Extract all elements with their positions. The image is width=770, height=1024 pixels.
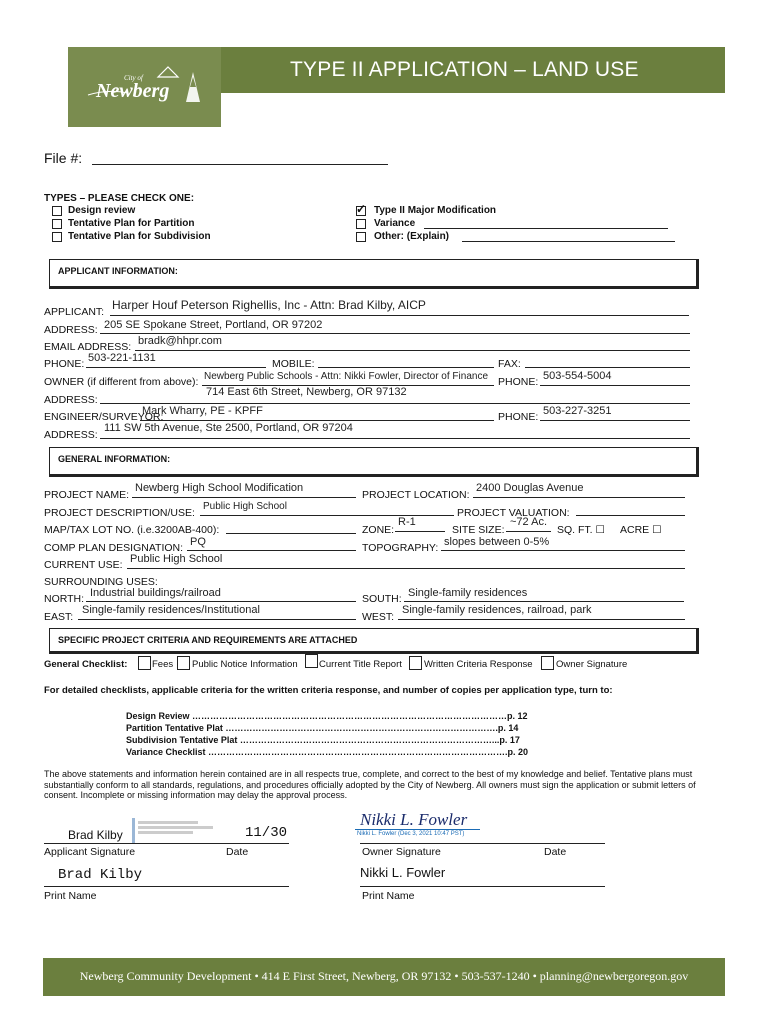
toc-design-review[interactable]: Design Review ……………………………………………………………………………………………p. 12 (126, 711, 528, 721)
address-line (100, 333, 690, 334)
engineer-phone-value[interactable]: 503-227-3251 (543, 405, 612, 417)
north-line (86, 601, 356, 602)
checkbox[interactable] (52, 219, 62, 229)
sqft-option[interactable]: SQ. FT. ☐ (557, 524, 605, 536)
checkbox[interactable] (356, 232, 366, 242)
type-option-major-modification[interactable]: ✓ Type II Major Modification (356, 202, 497, 216)
project-name-label: PROJECT NAME: (44, 489, 129, 501)
check-icon: ✓ (356, 202, 367, 216)
applicant-signature[interactable]: Brad Kilby (68, 828, 123, 842)
checkbox[interactable] (52, 232, 62, 242)
logo-name: Newberg (96, 80, 170, 102)
toc-subdivision[interactable]: Subdivision Tentative Plat …………………………………………………………………………...p. 17 (126, 735, 520, 745)
checklist-toc (126, 710, 528, 758)
comp-plan-value[interactable]: PQ (190, 536, 206, 548)
owner-signature-stamp: Nikki L. Fowler (Dec 3, 2021 10:47 PST) (357, 831, 465, 837)
owner-print-name[interactable]: Nikki L. Fowler (360, 865, 446, 880)
applicant-print-name[interactable]: Brad Kilby (58, 867, 143, 883)
address-label: ADDRESS: (44, 324, 98, 336)
email-label: EMAIL ADDRESS: (44, 341, 132, 353)
criteria-response-checkbox[interactable] (409, 656, 422, 670)
applicant-signature-label: Applicant Signature (44, 846, 136, 858)
page-title: TYPE II APPLICATION – LAND USE (290, 58, 639, 81)
project-name-value[interactable]: Newberg High School Modification (135, 482, 304, 494)
phone-value[interactable]: 503-221-1131 (88, 352, 156, 364)
west-value[interactable]: Single-family residences, railroad, park (402, 604, 592, 616)
current-use-value[interactable]: Public High School (130, 553, 223, 565)
east-value[interactable]: Single-family residences/Institutional (82, 604, 260, 616)
applicant-info-heading: APPLICANT INFORMATION: (58, 266, 178, 276)
acre-option[interactable]: ACRE ☐ (620, 524, 662, 536)
north-label: NORTH: (44, 593, 85, 605)
current-use-label: CURRENT USE: (44, 559, 123, 571)
comp-plan-line (187, 550, 356, 551)
email-value[interactable]: bradk@hhpr.com (138, 335, 222, 347)
detailed-note: For detailed checklists, applicable criteria for the written criteria response, and number of copies per application type, turn to: (44, 685, 613, 696)
owner-address-line (100, 403, 690, 404)
owner-signature-line (360, 843, 605, 844)
site-size-label: SITE SIZE: (452, 524, 505, 536)
zone-line (395, 531, 445, 532)
description-value[interactable]: Public High School (203, 501, 287, 512)
topography-label: TOPOGRAPHY: (362, 542, 439, 554)
valuation-field[interactable] (576, 515, 685, 516)
east-line (78, 619, 356, 620)
engineer-address-label: ADDRESS: (44, 429, 98, 441)
file-number-field[interactable] (92, 164, 388, 165)
public-notice-label: Public Notice Information (192, 659, 298, 670)
signature-stamp-icon (132, 818, 222, 844)
map-tax-lot-field[interactable] (226, 533, 356, 534)
applicant-signature-line (44, 843, 289, 844)
owner-signature-underline (355, 829, 480, 830)
mobile-label: MOBILE: (272, 358, 315, 370)
general-info-heading: GENERAL INFORMATION: (58, 454, 171, 464)
owner-label: OWNER (if different from above): (44, 376, 199, 388)
west-line (398, 619, 685, 620)
variance-field[interactable] (424, 228, 668, 229)
applicant-print-line (44, 886, 289, 887)
criteria-heading: SPECIFIC PROJECT CRITERIA AND REQUIREMENTS ARE ATTACHED (58, 635, 358, 645)
logo-city-of: City of (124, 74, 143, 82)
description-line (200, 515, 454, 516)
owner-address-value[interactable]: 714 East 6th Street, Newberg, OR 97132 (206, 386, 407, 398)
engineer-line (140, 420, 494, 421)
south-label: SOUTH: (362, 593, 402, 605)
address-value[interactable]: 205 SE Spokane Street, Portland, OR 97202 (104, 319, 323, 331)
owner-date-label: Date (544, 846, 567, 858)
valuation-label: PROJECT VALUATION: (457, 507, 570, 519)
map-tax-lot-label: MAP/TAX LOT NO. (i.e.3200AB-400): (44, 524, 220, 536)
other-explain-field[interactable] (462, 241, 675, 242)
description-label: PROJECT DESCRIPTION/USE: (44, 507, 195, 519)
title-report-checkbox[interactable] (305, 654, 318, 668)
north-value[interactable]: Industrial buildings/railroad (90, 587, 221, 599)
project-name-line (132, 497, 356, 498)
checkbox[interactable] (356, 219, 366, 229)
project-location-value[interactable]: 2400 Douglas Avenue (476, 482, 584, 494)
engineer-address-line (100, 438, 690, 439)
owner-value[interactable]: Newberg Public Schools - Attn: Nikki Fowler, Director of Finance (204, 371, 488, 382)
toc-variance[interactable]: Variance Checklist ……………………………………………………………………………………….p. 20 (126, 747, 529, 757)
south-line (404, 601, 684, 602)
project-location-line (473, 497, 685, 498)
west-label: WEST: (362, 611, 395, 623)
email-line (135, 350, 690, 351)
surrounding-uses-label: SURROUNDING USES: (44, 576, 158, 588)
footer-contact: Newberg Community Development • 414 E First Street, Newberg, OR 97132 • 503-537-1240 • planning@newbergoregon.gov (79, 969, 689, 983)
certification-statement: The above statements and information herein contained are in all respects true, complete, and correct to the best of my knowledge and belief. Tentative plans must substantially conform to all standards, regulations, and procedures officially adopted by the City of Newberg. All owners must sign the application or submit letters of consent. Incomplete or missing information may delay the approval process. (44, 769, 696, 800)
comp-plan-label: COMP PLAN DESIGNATION: (44, 542, 184, 554)
checkbox[interactable] (52, 206, 62, 216)
types-right (352, 202, 682, 244)
toc-partition[interactable]: Partition Tentative Plat ……………………………………………………………………………….p. 14 (126, 723, 519, 733)
applicant-label: APPLICANT: (44, 306, 105, 318)
south-value[interactable]: Single-family residences (408, 587, 528, 599)
zone-label: ZONE: (362, 524, 395, 536)
site-size-value[interactable]: ~72 Ac. (510, 516, 548, 528)
engineer-address-value[interactable]: 111 SW 5th Avenue, Ste 2500, Portland, OR 97204 (104, 422, 353, 434)
owner-phone-line (540, 385, 690, 386)
phone-line (86, 367, 266, 368)
applicant-date-label: Date (226, 846, 249, 858)
engineer-phone-line (540, 420, 690, 421)
zone-value[interactable]: R-1 (398, 516, 416, 528)
project-location-label: PROJECT LOCATION: (362, 489, 470, 501)
owner-address-label: ADDRESS: (44, 394, 98, 406)
owner-signature[interactable]: Nikki L. Fowler (360, 810, 468, 829)
type-option-variance[interactable]: Variance (352, 218, 682, 231)
general-checklist-label: General Checklist: (44, 659, 128, 670)
fees-label: Fees (152, 659, 174, 670)
site-size-line (506, 531, 551, 532)
fax-label: FAX: (498, 358, 521, 370)
phone-label: PHONE: (44, 358, 85, 370)
applicant-line (110, 315, 689, 316)
east-label: EAST: (44, 611, 74, 623)
owner-signature-label: Owner Signature (362, 846, 441, 858)
mobile-field[interactable] (318, 367, 494, 368)
fax-field[interactable] (525, 367, 690, 368)
applicant-value[interactable]: Harper Houf Peterson Righellis, Inc - Attn: Brad Kilby, AICP (112, 298, 426, 312)
title-report-label: Current Title Report (319, 659, 402, 670)
applicant-print-label: Print Name (44, 890, 97, 902)
owner-signature-checkbox[interactable] (541, 656, 554, 670)
public-notice-checkbox[interactable] (177, 656, 190, 670)
applicant-date[interactable]: 11/30 (245, 825, 288, 841)
topography-line (441, 550, 685, 551)
owner-phone-label: PHONE: (498, 376, 539, 388)
current-use-line (127, 568, 685, 569)
topography-value[interactable]: slopes between 0-5% (444, 536, 550, 548)
engineer-label: ENGINEER/SURVEYOR: (44, 411, 164, 423)
fees-checkbox[interactable] (138, 656, 151, 670)
type-option-other[interactable]: Other: (Explain) (352, 231, 682, 244)
owner-phone-value[interactable]: 503-554-5004 (543, 370, 612, 382)
owner-print-line (360, 886, 605, 887)
criteria-response-label: Written Criteria Response (424, 659, 533, 670)
file-number-label: File #: (44, 150, 83, 166)
owner-signature-label: Owner Signature (556, 659, 628, 670)
engineer-value[interactable]: Mark Wharry, PE - KPFF (142, 405, 263, 417)
types-heading: TYPES – PLEASE CHECK ONE: (44, 193, 195, 204)
owner-print-label: Print Name (362, 890, 415, 902)
engineer-phone-label: PHONE: (498, 411, 539, 423)
